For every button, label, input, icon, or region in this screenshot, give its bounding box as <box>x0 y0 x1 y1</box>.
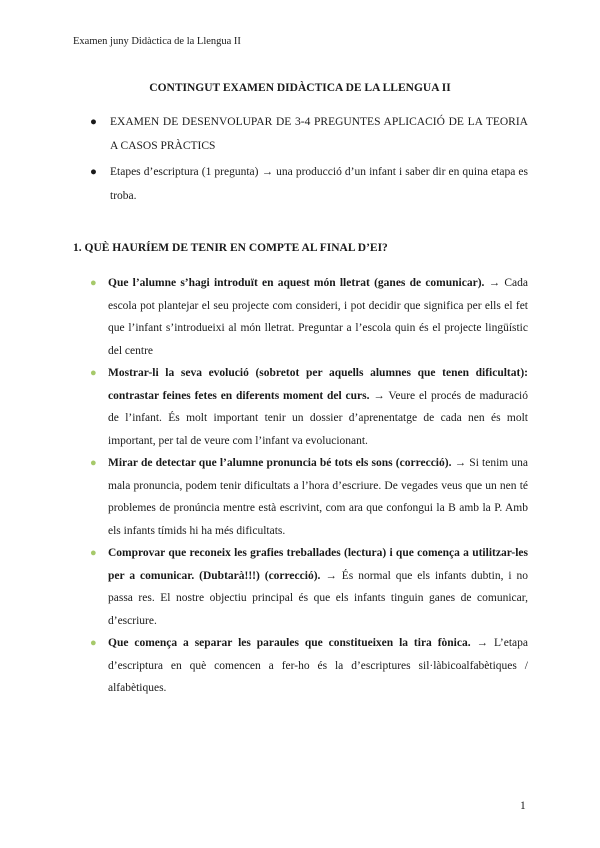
item-bold-text: Que comença a separar les paraules que constitueixen la tira fònica. <box>108 637 471 649</box>
item-bold-text: Comprovar que reconeix les grafies treballades (lectura) i que comença a utilitzar-les per a comunicar. (Dubtarà!!!) (correcció). <box>108 547 528 582</box>
item-text <box>108 542 528 632</box>
item-body-text: → L’etapa d’escriptura en què comencen a fer-ho és la d’escriptures sil·làbicoalfabètiques / alfabètiques. <box>108 637 528 694</box>
intro-text: Etapes d’escriptura (1 pregunta) → una producció d’un infant i saber dir en quina etapa es troba. <box>110 166 528 202</box>
bullet-icon: ● <box>90 277 97 289</box>
item-bold-text: Mostrar-li la seva evolució (sobretot per aquells alumnes que tenen dificultat): contrastar feines fetes en diferents moment del curs. <box>108 367 528 402</box>
bullet-icon: ● <box>90 367 97 379</box>
item-bold-text: Mirar de detectar que l’alumne pronuncia bé tots els sons (correcció). <box>108 457 452 469</box>
item-text <box>108 362 528 452</box>
bullet-icon: ● <box>90 637 97 649</box>
item-body-text: → És normal que els infants dubtin, i no passa res. El nostre objectiu principal és que els infants tinguin ganes de comunicar, d’escriure. <box>108 569 529 627</box>
list-item <box>90 452 528 542</box>
page-header: Examen juny Didàctica de la Llengua II <box>73 36 241 47</box>
item-text <box>108 272 528 362</box>
item-body-text: → Cada escola pot plantejar el seu projecte com consideri, i pot decidir que significa per ells el fet que l’infant s’introdueixi al món lletrat. Preguntar a l’escola quin és el projecte lingüístic del centre <box>108 277 528 357</box>
bullet-icon: ● <box>90 457 97 469</box>
item-body-text: → Veure el procés de maduració de l’infant. És molt important tenir un dossier d’aprenentatge de cada nen és molt important, per tal de veure com l’infant va evolucionant. <box>108 389 529 447</box>
list-item <box>90 272 528 362</box>
item-body-text: → Si tenim una mala pronuncia, podem tenir dificultats a l’hora d’escriure. De vegades veus que un nen té problemes de pronúncia mentre està escrivint, com ara que confongui la B amb la P. Amb els infants tímids hi ha més dificultats. <box>108 457 529 537</box>
bullet-icon: ● <box>90 166 97 178</box>
list-item <box>90 542 528 632</box>
item-text <box>108 632 528 700</box>
item-bold-text: Que l’alumne s’hagi introduït en aquest món lletrat (ganes de comunicar). <box>108 277 485 289</box>
page-number: 1 <box>520 800 526 812</box>
section-heading: 1. QUÈ HAURÍEM DE TENIR EN COMPTE AL FINAL D’EI? <box>73 242 388 254</box>
item-text <box>108 452 528 542</box>
intro-bullet <box>90 160 528 208</box>
list-item <box>90 362 528 452</box>
list-item <box>90 632 528 700</box>
bullet-icon: ● <box>90 547 97 559</box>
intro-text: EXAMEN DE DESENVOLUPAR DE 3-4 PREGUNTES APLICACIÓ DE LA TEORIA A CASOS PRÀCTICS <box>110 116 528 152</box>
intro-bullet <box>90 110 528 158</box>
bullet-icon: ● <box>90 116 97 128</box>
document-title: CONTINGUT EXAMEN DIDÀCTICA DE LA LLENGUA II <box>149 82 451 94</box>
